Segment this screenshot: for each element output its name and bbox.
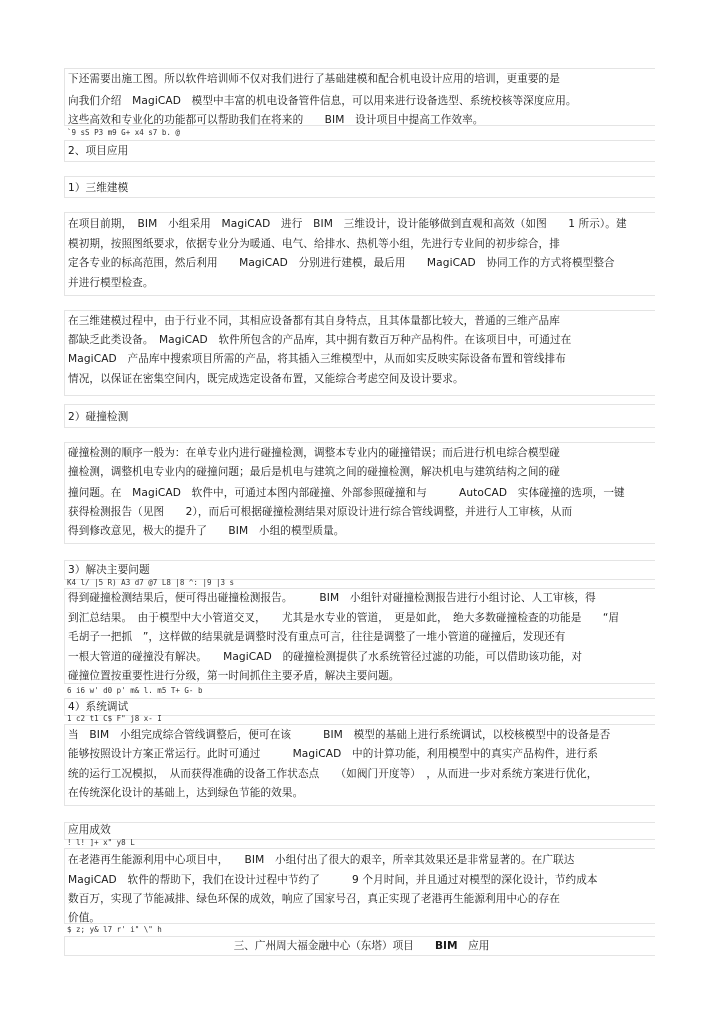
paragraph-line: 碰撞位置按重要性进行分级，第一时间抓住主要矛盾，解决主要问题。 (68, 670, 400, 682)
paragraph-line: 情况，以保证在密集空间内，既完成选定设备布置，又能综合考虑空间及设计要求。 (68, 373, 464, 385)
paragraph-line: 在三维建模过程中，由于行业不同，其相应设备都有其自身特点，且其体量都比较大，普通的三维产品库 (68, 315, 560, 327)
paragraph-line: 撞检测，调整机电专业内的碰撞问题；最后是机电与建筑之间的碰撞检测，解决机电与建筑结构之间的碰 (68, 466, 560, 478)
next-section-prefix: 三、广州周大福金融中心（东塔）项目 (233, 940, 435, 952)
next-section-bim: BIM (434, 940, 458, 952)
paragraph-line: 得到修改意见，极大的提升了 BIM 小组的模型质量。 (68, 525, 345, 537)
subsection-title: 4）系统调试 (68, 701, 129, 713)
next-section-heading (0, 939, 723, 953)
section-heading-box (64, 140, 655, 162)
subsection-title-box (64, 404, 655, 428)
paragraph-line: 一根大管道的碰撞没有解决。 MagiCAD 的碰撞检测提供了水系统管径过滤的功能，可以借助该功能，对 (68, 651, 583, 663)
subsection-title-box (64, 822, 655, 840)
paragraph-line: 定各专业的标高范围，然后利用 MagiCAD 分别进行建模，最后用 MagiCAD 协同工作的方式将模型整合 (68, 257, 615, 269)
paragraph-line: 撞问题。在 MagiCAD 软件中，可通过本图内部碰撞、外部参照碰撞和与 AutoCAD 实体碰撞的选项，一键 (68, 487, 625, 499)
paragraph-line: 模初期，按照图纸要求，依据专业分为暖通、电气、给排水、热机等小组，先进行专业间的初步综合，排 (68, 238, 560, 250)
subsection-title: 2）碰撞检测 (68, 411, 129, 423)
paragraph-line: 价值。 (68, 912, 101, 924)
paragraph-line: 到汇总结果。 由于模型中大小管道交叉， 尤其是水专业的管道， 更是如此， 绝大多数碰撞检查的功能是 “眉 (68, 612, 620, 624)
subsection-title: 应用成效 (68, 824, 111, 836)
paragraph-line: 获得检测报告（见图 2），而后可根据碰撞检测结果对原设计进行综合管线调整，并进行人工审核，从而 (68, 506, 573, 518)
garbled-text: K4 l/ |5 R) A3 d7 @7 L8 |8 ^: |9 |3 s (67, 578, 235, 587)
paragraph-line: 当 BIM 小组完成综合管线调整后，便可在该 BIM 模型的基础上进行系统调试，以校核模型中的设备是否 (68, 729, 611, 741)
garbled-text: 6 i6 w' d0 p' m& l. m5 T+ G- b (67, 686, 203, 695)
paragraph-line: 在老港再生能源利用中心项目中， BIM 小组付出了很大的艰辛，所幸其效果还是非常显著的。在广联达 (68, 854, 575, 866)
paragraph-line: 都缺乏此类设备。 MagiCAD 软件所包含的产品库，其中拥有数百万种产品构件。在该项目中，可通过在 (68, 334, 572, 346)
paragraph-line: 碰撞检测的顺序一般为：在单专业内进行碰撞检测，调整本专业内的碰撞错误；而后进行机电综合模型碰 (68, 447, 560, 459)
paragraph-line: MagiCAD 软件的帮助下，我们在设计过程中节约了 9 个月时间，并且通过对模型的深化设计，节约成本 (68, 874, 598, 886)
subsection-title: 3）解决主要问题 (68, 564, 150, 576)
paragraph-line: 在项目前期， BIM 小组采用 MagiCAD 进行 BIM 三维设计，设计能够做到直观和高效（如图 1 所示）。建 (68, 218, 627, 230)
garbled-text: 1 c2 t1 C$ F" j8 x- I (67, 714, 162, 723)
paragraph-line: 能够按照设计方案正常运行。此时可通过 MagiCAD 中的计算功能，利用模型中的真实产品构件，进行系 (68, 748, 599, 760)
section-heading: 2、项目应用 (68, 145, 129, 157)
paragraph-line: 数百万，实现了节能减排、绿色环保的成效，响应了国家号召，真正实现了老港再生能源利用中心的存在 (68, 893, 560, 905)
garbled-text: $ z; y& l7 r' i" \" h (67, 925, 162, 934)
subsection-title: 1）三维建模 (68, 182, 129, 194)
paragraph-line: 在传统深化设计的基础上，达到绿色节能的效果。 (68, 787, 304, 799)
next-section-suffix: 应用 (457, 940, 490, 952)
garbled-text: ! l! ]+ x" y8 L (67, 838, 135, 847)
paragraph-line: 得到碰撞检测结果后，便可得出碰撞检测报告。 BIM 小组针对碰撞检测报告进行小组讨论、人工审核，得 (68, 592, 596, 604)
paragraph-line: MagiCAD 产品库中搜索项目所需的产品，将其插入三维模型中，从而如实反映实际设备布置和管线排布 (68, 353, 566, 365)
paragraph-line: 统的运行工况模拟， 从而获得准确的设备工作状态点 （如阀门开度等） ，从而进一步对系统方案进行优化， (68, 768, 598, 780)
paragraph-line: 并进行模型检查。 (68, 277, 154, 289)
paragraph-line: 毛胡子一把抓 ”，这样做的结果就是调整时没有重点可言，往往是调整了一堆小管道的碰撞后，发现还有 (68, 631, 566, 643)
subsection-title-box (64, 560, 655, 580)
intro-line: 下还需要出施工图。所以软件培训师不仅对我们进行了基础建模和配合机电设计应用的培训，更重要的是 (68, 73, 560, 85)
subsection-title-box (64, 176, 655, 198)
intro-line: 这些高效和专业化的功能都可以帮助我们在将来的 BIM 设计项目中提高工作效率。 (68, 114, 484, 126)
intro-line: 向我们介绍 MagiCAD 模型中丰富的机电设备管件信息，可以用来进行设备选型、系统校核等深度应用。 (68, 95, 577, 107)
garbled-text: `9 sS P3 m9 G+ x4 s7 b. @ (67, 128, 180, 137)
